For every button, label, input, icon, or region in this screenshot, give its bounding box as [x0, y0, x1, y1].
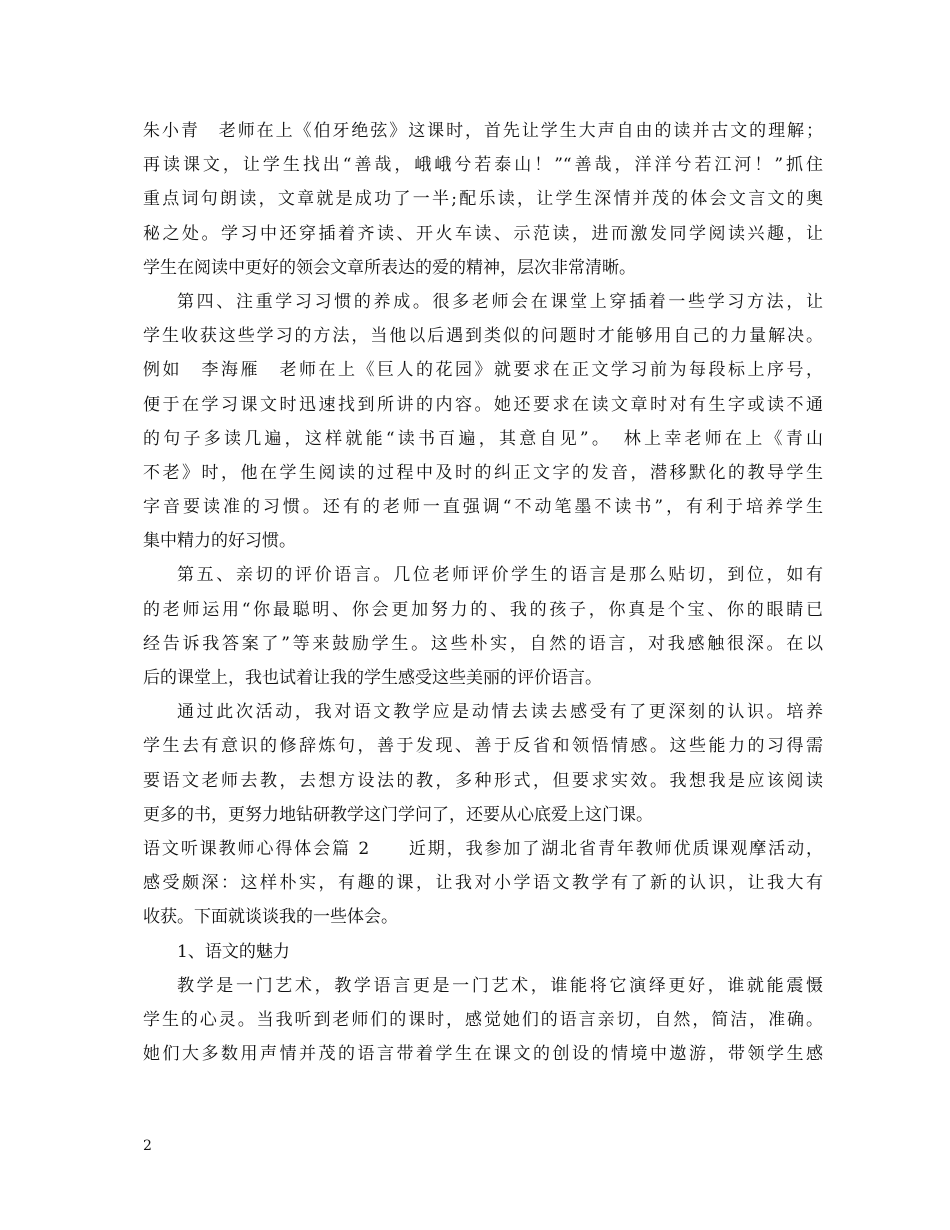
text-line: 第四、注重学习习惯的养成。很多老师会在课堂上穿插着一些学习方法，让 [177, 291, 823, 312]
text-line: 通过此次活动，我对语文教学应是动情去读去感受有了更深刻的认识。培养 [177, 702, 823, 723]
text-line: 不老》时，他在学生阅读的过程中及时的纠正文字的发音，潜移默化的教导学生 [143, 462, 823, 483]
text-line: 更多的书，更努力地钻研教学这门学问了，还要从心底爱上这门课。 [143, 804, 653, 825]
text-line: 第五、亲切的评价语言。几位老师评价学生的语言是那么贴切，到位，如有 [177, 565, 823, 586]
text-line: 集中精力的好习惯。 [143, 531, 296, 552]
text-line: 感受颇深：这样朴实，有趣的课，让我对小学语文教学有了新的认识，让我大有 [143, 873, 823, 894]
body-text [143, 114, 823, 1071]
text-line: 收获。下面就谈谈我的一些体会。 [143, 907, 398, 928]
text-line: 语文听课教师心得体会篇 2 近期，我参加了湖北省青年教师优质课观摩活动， [143, 838, 823, 859]
text-line: 字音要读准的习惯。还有的老师一直强调“不动笔墨不读书”，有利于培养学生 [143, 497, 823, 518]
page-number: 2 [143, 1138, 152, 1154]
text-line: 她们大多数用声情并茂的语言带着学生在课文的创设的情境中遨游，带领学生感 [143, 1044, 823, 1065]
text-line: 教学是一门艺术，教学语言更是一门艺术，谁能将它演绎更好，谁就能震慑 [177, 975, 823, 996]
text-line: 学生收获这些学习的方法，当他以后遇到类似的问题时才能够用自己的力量解决。 [143, 326, 823, 347]
text-line: 再读课文，让学生找出“善哉，峨峨兮若泰山！”“善哉，洋洋兮若江河！”抓住 [143, 155, 823, 176]
text-line: 的老师运用“你最聪明、你会更加努力的、我的孩子，你真是个宝、你的眼睛已 [143, 599, 823, 620]
text-line: 秘之处。学习中还穿插着齐读、开火车读、示范读，进而激发同学阅读兴趣，让 [143, 223, 823, 244]
text-line: 学生在阅读中更好的领会文章所表达的爱的精神，层次非常清晰。 [143, 257, 636, 278]
text-line: 朱小青 老师在上《伯牙绝弦》这课时，首先让学生大声自由的读并古文的理解； [143, 121, 823, 141]
text-line: 经告诉我答案了”等来鼓励学生。这些朴实，自然的语言，对我感触很深。在以 [143, 633, 823, 654]
text-line: 学生去有意识的修辞炼句，善于发现、善于反省和领悟情感。这些能力的习得需 [143, 736, 823, 757]
text-line: 例如 李海雁 老师在上《巨人的花园》就要求在正文学习前为每段标上序号， [143, 360, 823, 381]
text-line: 学生的心灵。当我听到老师们的课时，感觉她们的语言亲切，自然，简洁，准确。 [143, 1009, 823, 1030]
text-line: 后的课堂上，我也试着让我的学生感受这些美丽的评价语言。 [143, 668, 602, 688]
text-line: 1、语文的魅力 [177, 941, 290, 962]
text-line: 重点词句朗读，文章就是成功了一半;配乐读，让学生深情并茂的体会文言文的奥 [143, 189, 823, 210]
text-line: 要语文老师去教，去想方设法的教，多种形式，但要求实效。我想我是应该阅读 [143, 770, 823, 791]
text-line: 便于在学习课文时迅速找到所讲的内容。她还要求在读文章时对有生字或读不通 [143, 394, 823, 415]
text-line: 的句子多读几遍，这样就能“读书百遍，其意自见”。 林上幸老师在上《青山 [143, 428, 823, 449]
